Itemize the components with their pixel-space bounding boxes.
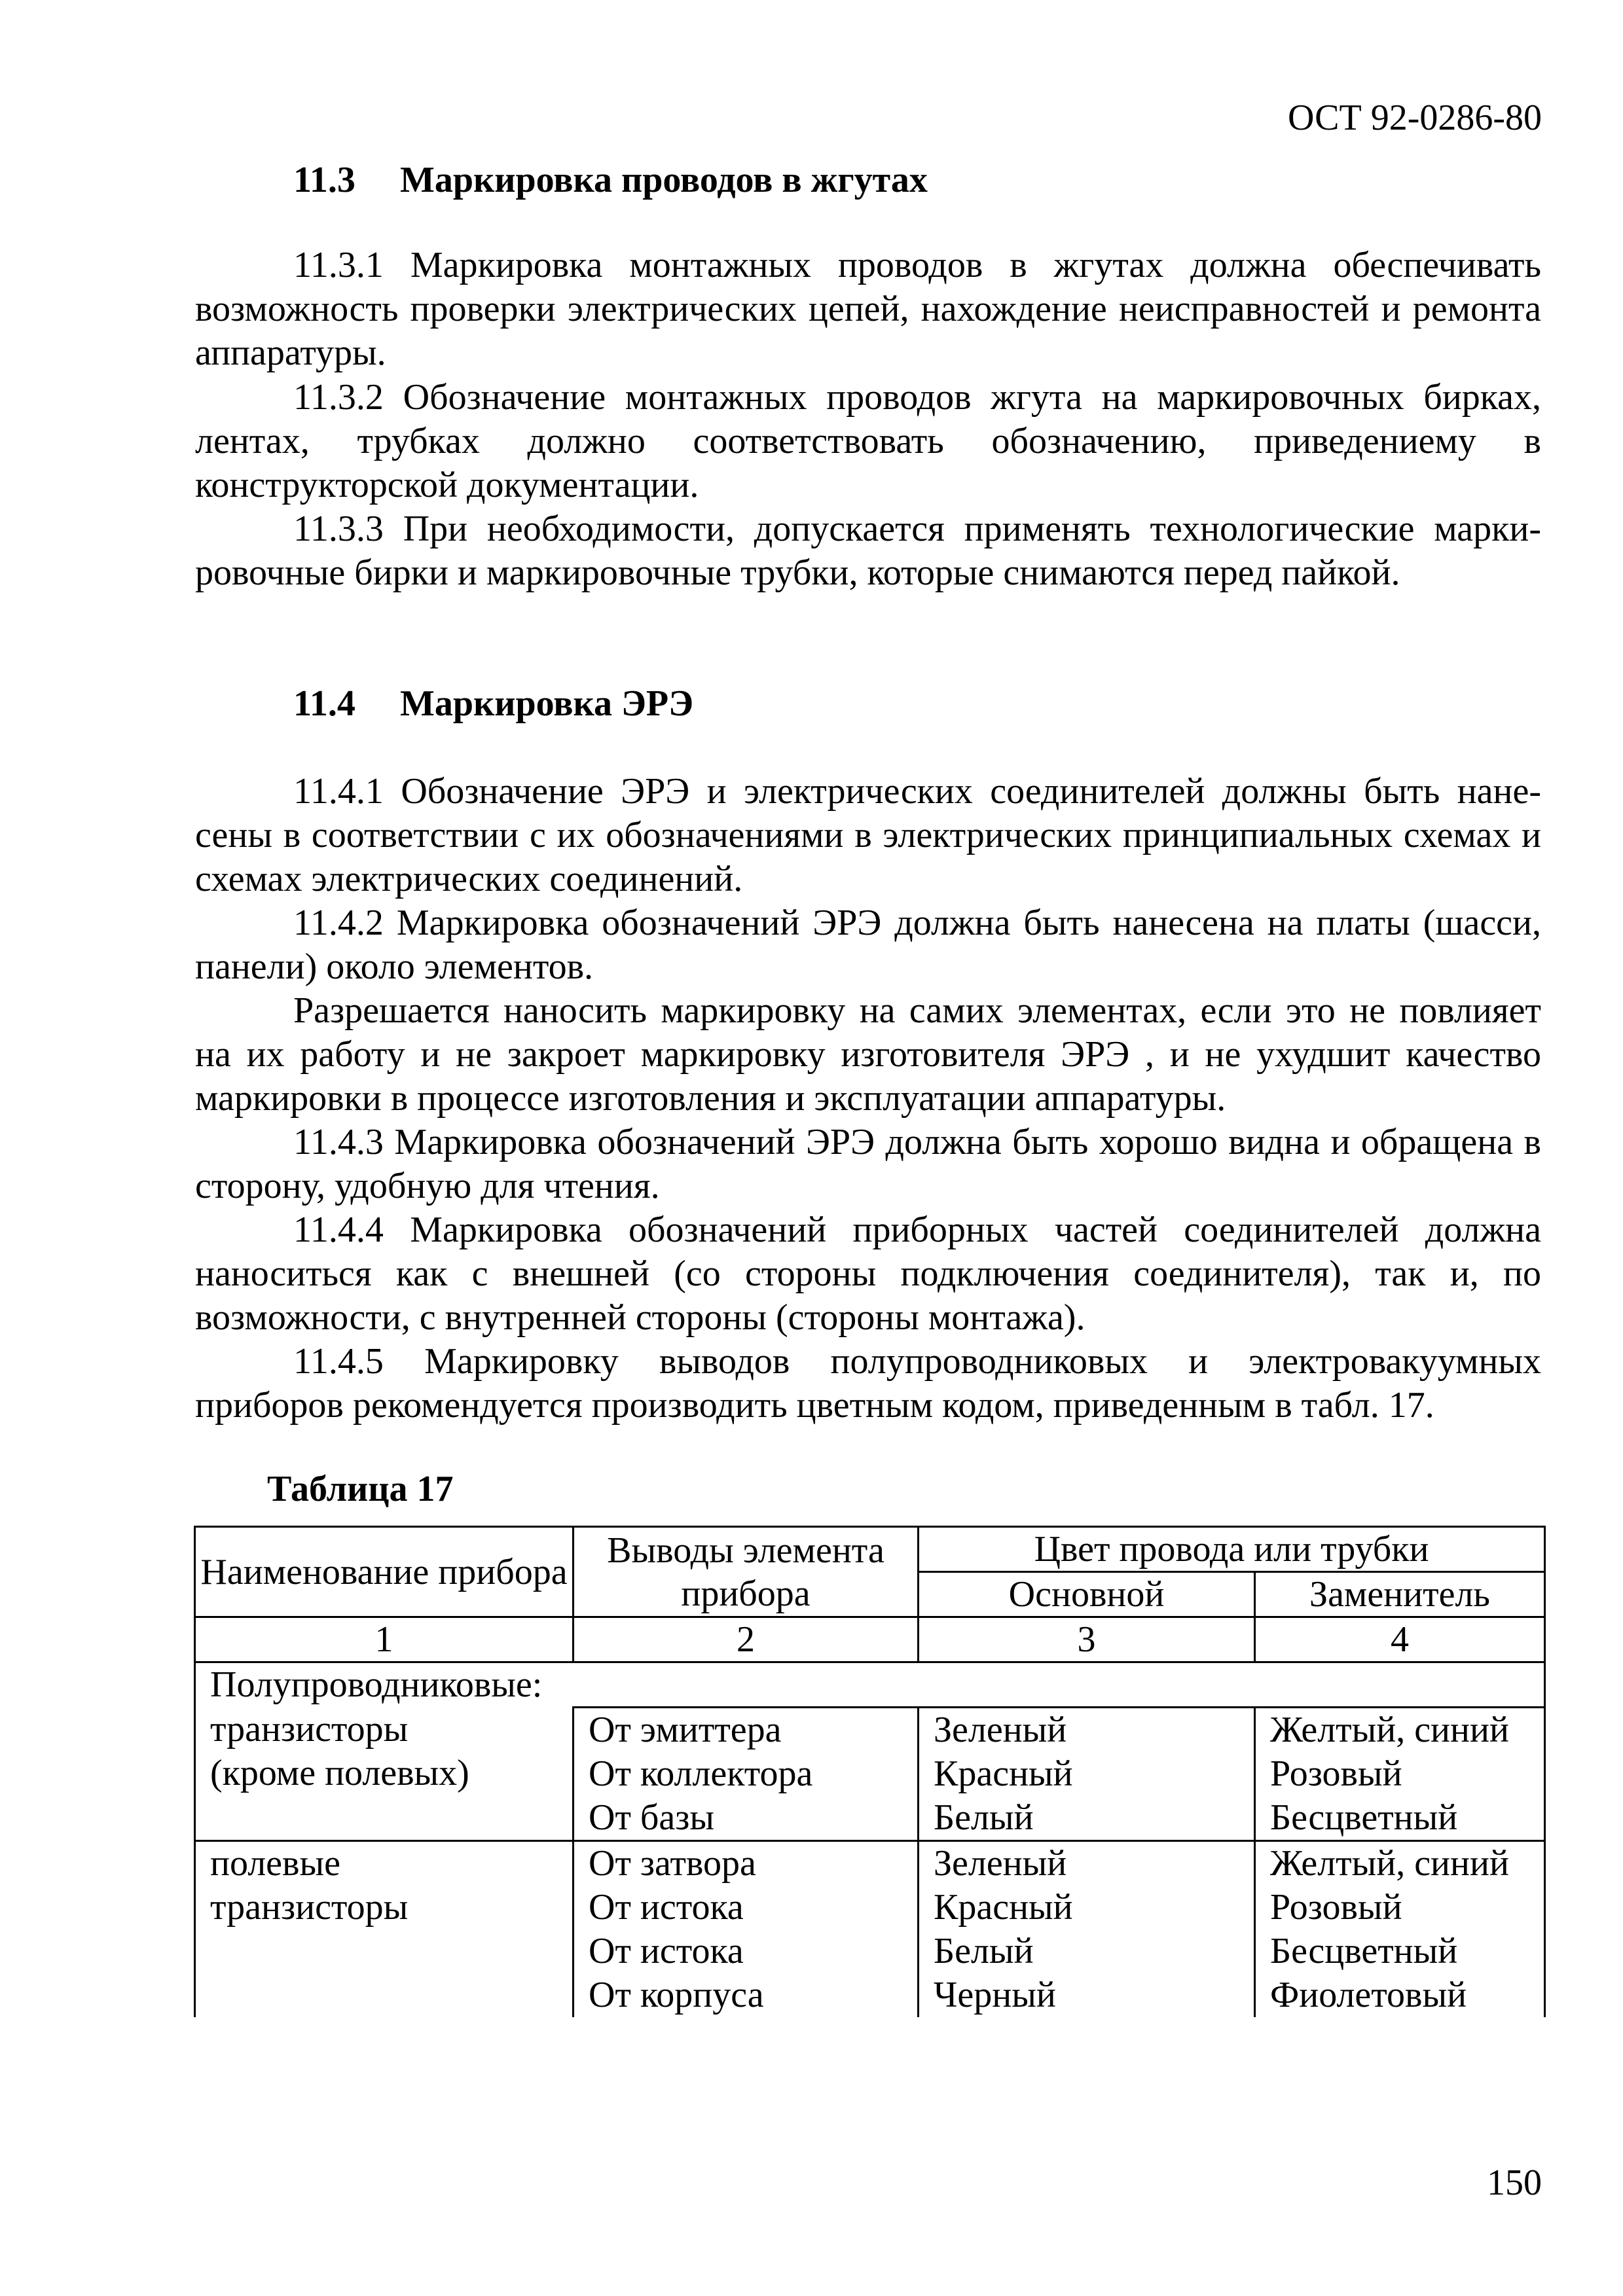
paragraph-11-3-1: 11.3.1 Маркировка монтажных проводов в жгутах должна обеспечивать возможность проверки электрических цепей, нахождение неисправностей и ремонта аппаратуры. bbox=[195, 245, 1541, 373]
primary-color-cell bbox=[919, 1841, 1255, 2018]
page-number: 150 bbox=[1487, 2162, 1542, 2203]
device-line: (кроме полевых) bbox=[210, 1752, 469, 1793]
paragraph-permission: Разрешается наносить маркировку на самих элементах, если это не повлияет на их работу и не закроет маркировку изготовителя ЭРЭ , и не ухудшит качество маркировки в процессе изготовления и эксплуатации аппаратуры. bbox=[195, 990, 1541, 1119]
device-line: транзисторы bbox=[210, 1708, 409, 1749]
table-row bbox=[195, 1841, 1545, 2018]
primary-color-value: Зеленый bbox=[934, 1710, 1067, 1750]
substitute-color-cell bbox=[1255, 1841, 1545, 2018]
substitute-color-cell bbox=[1255, 1708, 1545, 1841]
device-line: транзисторы bbox=[210, 1887, 409, 1928]
table-row bbox=[195, 1708, 1545, 1841]
section-title: Маркировка ЭРЭ bbox=[400, 683, 694, 724]
device-cell bbox=[195, 1841, 574, 2018]
device-cell bbox=[195, 1708, 574, 1841]
paragraph-11-4-4: 11.4.4 Маркировка обозначений приборных частей соединителей должна наноситься как с внешней (со стороны подключения соединителя), так и, по возможности, с внутренней стороны (стороны монтажа). bbox=[195, 1210, 1541, 1338]
lead-value: От корпуса bbox=[589, 1975, 764, 2015]
paragraph-11-3-3: 11.3.3 При необходимости, допускается применять технологические маркировочные бирки и маркировочные трубки, которые снимаются перед пайкой. bbox=[195, 509, 1541, 593]
lead-value: От эмиттера bbox=[589, 1710, 782, 1750]
table-group-label: Полупроводниковые: bbox=[195, 1662, 1545, 1708]
document-code: ОСТ 92-0286-80 bbox=[1288, 98, 1542, 138]
primary-color-value: Белый bbox=[934, 1931, 1034, 1971]
device-line: полевые bbox=[210, 1843, 340, 1884]
lead-value: От коллектора bbox=[589, 1753, 813, 1794]
primary-color-value: Красный bbox=[934, 1753, 1073, 1794]
primary-color-cell bbox=[919, 1708, 1255, 1841]
paragraph-11-4-2: 11.4.2 Маркировка обозначений ЭРЭ должна быть нанесена на платы (шасси, панели) около элементов. bbox=[195, 903, 1541, 987]
primary-color-value: Красный bbox=[934, 1887, 1073, 1928]
header-primary-color: Основной bbox=[919, 1572, 1255, 1617]
substitute-color-value: Желтый, синий bbox=[1270, 1843, 1509, 1884]
section-number: 11.4 bbox=[293, 683, 356, 724]
lead-value: От истока bbox=[589, 1931, 744, 1971]
table-title: Таблица 17 bbox=[267, 1469, 454, 1509]
section-heading-11-3 bbox=[293, 157, 928, 203]
paragraph-11-4-1: 11.4.1 Обозначение ЭРЭ и электрических соединителей должны быть нанесены в соответствии с их обозначениями в электрических принципиальных схемах и схемах электрических соединений. bbox=[195, 771, 1541, 899]
substitute-color-value: Бесцветный bbox=[1270, 1931, 1458, 1971]
substitute-color-value: Розовый bbox=[1270, 1753, 1402, 1794]
primary-color-value: Зеленый bbox=[934, 1843, 1067, 1884]
section-title: Маркировка проводов в жгутах bbox=[400, 160, 928, 200]
color-code-table bbox=[194, 1526, 1544, 2017]
leads-cell bbox=[574, 1708, 919, 1841]
header-device-name: Наименование прибора bbox=[195, 1527, 574, 1617]
column-number: 2 bbox=[574, 1617, 919, 1662]
paragraph-11-4-5: 11.4.5 Маркировку выводов полупроводниковых и электровакуумных приборов рекомендуется производить цветным кодом, приведенным в табл. 17. bbox=[195, 1341, 1541, 1426]
substitute-color-value: Желтый, синий bbox=[1270, 1710, 1509, 1750]
column-number: 3 bbox=[919, 1617, 1255, 1662]
lead-value: От базы bbox=[589, 1797, 715, 1838]
column-number: 4 bbox=[1255, 1617, 1545, 1662]
header-element-leads: Выводы элемента прибора bbox=[574, 1527, 919, 1617]
lead-value: От истока bbox=[589, 1887, 744, 1928]
leads-cell bbox=[574, 1841, 919, 2018]
paragraph-11-3-2: 11.3.2 Обозначение монтажных проводов жгута на маркировочных бирках, лентах, трубках должно соответствовать обозначению, приведениему в конструкторской документации. bbox=[195, 377, 1541, 505]
header-wire-color-group: Цвет провода или трубки bbox=[919, 1527, 1545, 1572]
paragraph-11-4-3: 11.4.3 Маркировка обозначений ЭРЭ должна быть хорошо видна и обращена в сторону, удобную для чтения. bbox=[195, 1122, 1541, 1206]
primary-color-value: Черный bbox=[934, 1975, 1056, 2015]
lead-value: От затвора bbox=[589, 1843, 756, 1884]
substitute-color-value: Фиолетовый bbox=[1270, 1975, 1467, 2015]
header-substitute-color: Заменитель bbox=[1255, 1572, 1545, 1617]
column-number: 1 bbox=[195, 1617, 574, 1662]
primary-color-value: Белый bbox=[934, 1797, 1034, 1838]
section-heading-11-4 bbox=[293, 681, 693, 726]
substitute-color-value: Бесцветный bbox=[1270, 1797, 1458, 1838]
substitute-color-value: Розовый bbox=[1270, 1887, 1402, 1928]
section-number: 11.3 bbox=[293, 160, 356, 200]
